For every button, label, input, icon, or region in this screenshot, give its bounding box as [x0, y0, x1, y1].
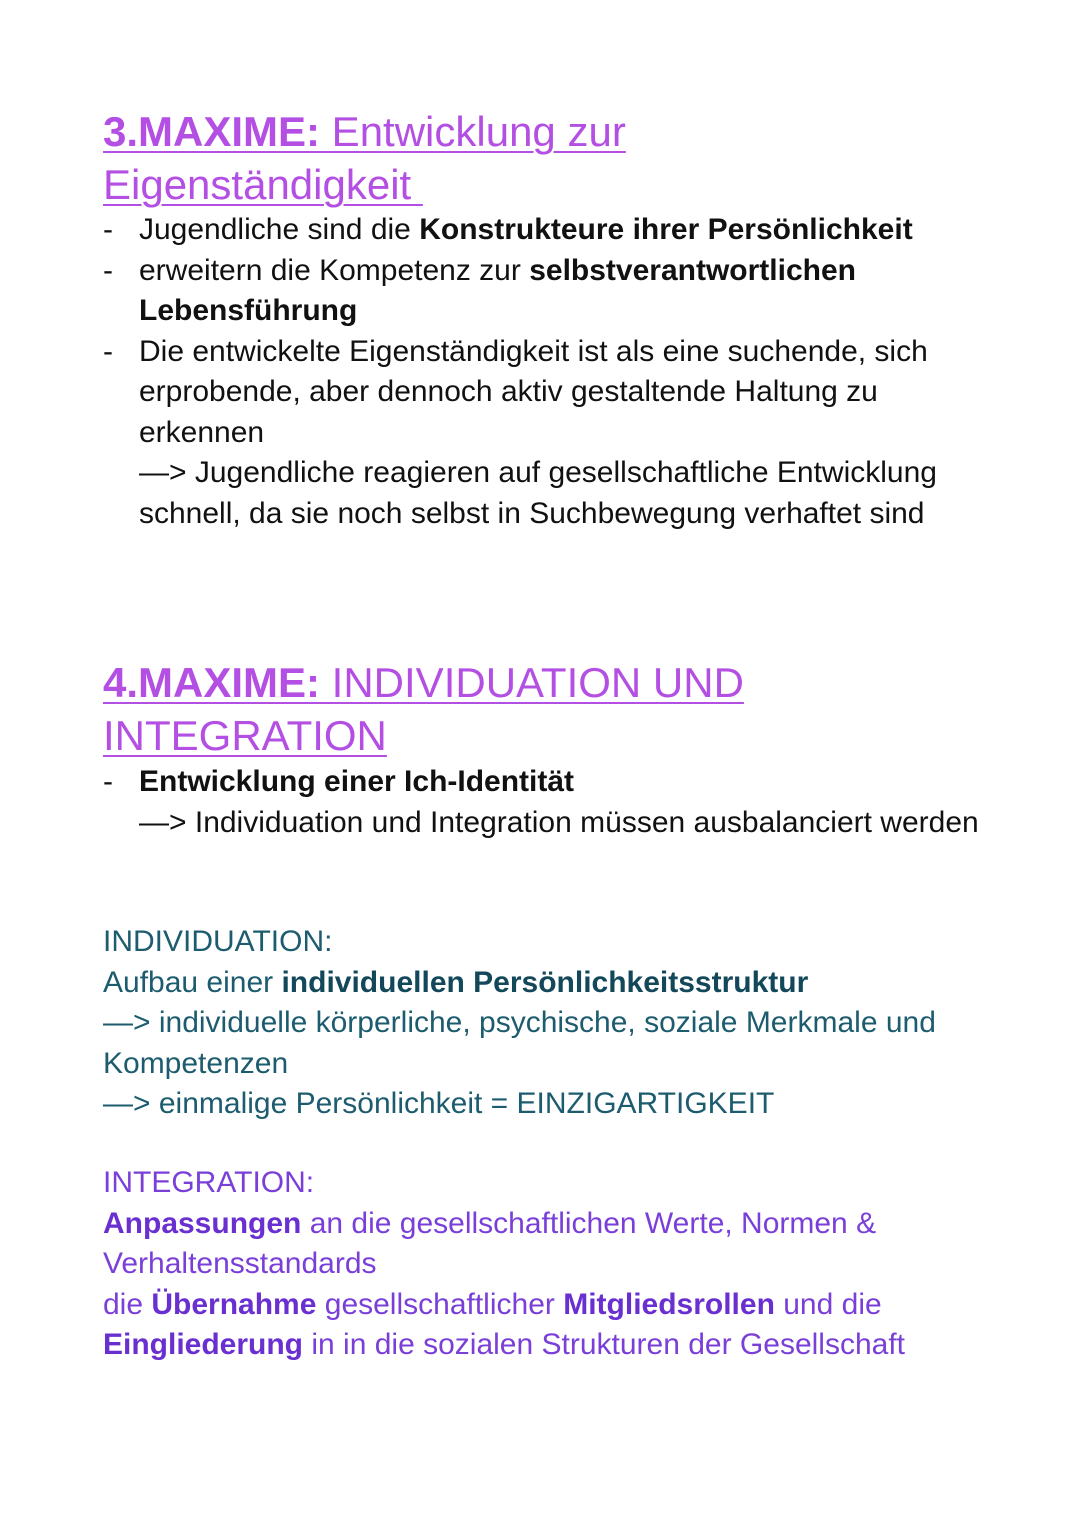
bullet-bold-text: Entwicklung einer Ich-Identität: [139, 765, 575, 798]
integration-text: in in die sozialen Strukturen der Gesellschaft: [303, 1328, 905, 1361]
integration-paragraph-1: [103, 1204, 1003, 1285]
section-4-bullet-list: [103, 762, 1003, 843]
section-4-heading: [103, 656, 744, 762]
bullet-text: erweitern die Kompetenz zur: [139, 253, 530, 287]
individuation-arrow-2: —> einmalige Persönlichkeit = EINZIGARTIGKEIT: [103, 1087, 775, 1120]
section-4-heading-key: 4.MAXIME:: [103, 659, 321, 706]
section-4-heading-text: INDIVIDUATION UND INTEGRATION: [103, 659, 744, 759]
section-3-heading-text: Entwicklung zur Eigenständigkeit: [103, 108, 626, 208]
integration-bold-mitgliedsrollen: Mitgliedsrollen: [563, 1287, 775, 1321]
section-3-heading: [103, 105, 626, 211]
bullet-text: Die entwickelte Eigenständigkeit ist als eine suchende, sich erprobende, aber dennoch aktiv gestaltende Haltung zu erkennen: [139, 334, 928, 449]
bullet-arrow-note: —> Individuation und Integration müssen ausbalanciert werden: [139, 805, 979, 839]
individuation-arrow-1: —> individuelle körperliche, psychische, soziale Merkmale und Kompetenzen: [103, 1006, 936, 1080]
individuation-block: [103, 922, 1003, 1125]
integration-text: gesellschaftlicher: [316, 1287, 564, 1321]
integration-text: die: [103, 1287, 152, 1321]
integration-text: an die gesellschaftlichen Werte, Normen & Verhaltensstandards: [103, 1206, 877, 1280]
bullet-dash: -: [103, 253, 113, 287]
section-3-bullet-list: [103, 210, 1003, 534]
individuation-definition-text: Aufbau einer: [103, 965, 282, 999]
bullet-dash: -: [103, 213, 113, 246]
bullet-text: Jugendliche sind die: [139, 213, 420, 246]
section-3-bullet-2: [103, 251, 1003, 332]
individuation-definition-bold: individuellen Persönlichkeitsstruktur: [281, 965, 809, 999]
individuation-definition: [103, 963, 1003, 1004]
integration-bold-anpassungen: Anpassungen: [103, 1206, 302, 1240]
individuation-title: INDIVIDUATION:: [103, 925, 333, 958]
integration-bold-uebernahme: Übernahme: [151, 1287, 317, 1321]
integration-text: und die: [774, 1287, 882, 1321]
section-4-bullet-1: [103, 762, 1003, 843]
integration-bold-eingliederung: Eingliederung: [103, 1328, 304, 1361]
bullet-dash: -: [103, 334, 113, 368]
bullet-bold-text: selbstverantwortlichen Lebensführung: [139, 253, 856, 327]
bullet-dash: -: [103, 765, 113, 798]
bullet-bold-text: Konstrukteure ihrer Persönlichkeit: [419, 213, 913, 246]
integration-paragraph-2: [103, 1285, 1003, 1326]
bullet-arrow-note: —> Jugendliche reagieren auf gesellschaftliche Entwicklung schnell, da sie noch selbst in Suchbewegung verhaftet sind: [139, 456, 937, 530]
section-3-bullet-1: [103, 210, 1003, 251]
integration-title: INTEGRATION:: [103, 1166, 315, 1199]
section-3-heading-key: 3.MAXIME:: [103, 108, 321, 155]
section-3-bullet-3: [103, 332, 1003, 535]
integration-block: [103, 1163, 1003, 1366]
integration-paragraph-3: [103, 1325, 1003, 1366]
